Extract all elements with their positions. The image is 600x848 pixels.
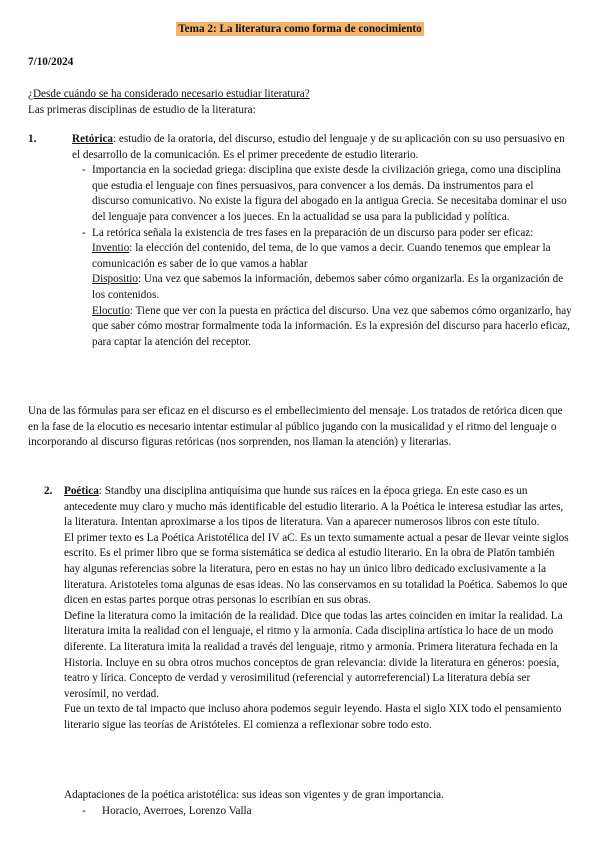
phase-term: Elocutio — [92, 304, 130, 317]
phase-text: : Una vez que sabemos la información, debemos saber cómo organizarla. Es la organización de los contenidos. — [92, 273, 564, 301]
bullet-item — [72, 226, 573, 351]
phase-term: Inventio — [92, 242, 130, 255]
guiding-question: ¿Desde cuándo se ha considerado necesario estudiar literatura? — [28, 88, 310, 100]
bullet-item — [64, 804, 573, 820]
phase-item — [92, 241, 573, 272]
adaptations-authors: Horacio, Averroes, Lorenzo Valla — [102, 804, 252, 817]
phase-term: Dispositio — [92, 273, 139, 286]
poetica-text: : Standby una disciplina antiquísima que hunde sus raíces en la época griega. En este caso es un antecedente muy claro y mucho más identificable del estudio literario. A la Poética le interesa estudiar las artes, la literatura. Intentan aproximarse a los tipos de literatura. Van a aparecer numerosos libros con este título. — [64, 485, 564, 529]
dash-bullet: - — [82, 164, 86, 177]
phase-text: : la elección del contenido, del tema, de lo que vamos a decir. Cuando tenemos que emplear la comunicación es saber de lo que vamos a hablar — [92, 242, 551, 270]
retorica-definition — [72, 132, 573, 163]
phase-item — [92, 272, 573, 303]
bullet-text: La retórica señala la existencia de tres fases en la preparación de un discurso para poder ser eficaz: — [92, 226, 534, 239]
section-retorica — [28, 132, 573, 350]
poetica-definition — [64, 484, 573, 531]
section-poetica — [44, 484, 573, 734]
date-heading: 7/10/2024 — [28, 56, 74, 68]
intro-line: Las primeras disciplinas de estudio de la literatura: — [28, 103, 256, 116]
phase-text: : Tiene que ver con la puesta en práctica del discurso. Una vez que sabemos cómo organizarlo, hay que saber cómo mostrar formalmente toda la información. Es la expresión del discurso para hacerlo eficaz, para captar la atención del receptor. — [92, 304, 572, 348]
section-number: 2. — [44, 485, 53, 497]
poetica-paragraph: Define la literatura como la imitación de la realidad. Dice que todas las artes coinciden en imitar la realidad. La literatura imita la realidad con el lenguaje, el ritmo y la armonía. Cada disciplina artística lo hace de un modo diferente. La literatura imita la realidad a través del lenguaje, ritmo y armonía. Primera literatura fechada en la Historia. Incluye en su obra otros muchos conceptos de gran relevancia: divide la literatura en géneros: poesía, teatro y lírica. Concepto de verdad y verosimilitud (referencial y autorreferencial) La literatura debía ser verosímil, no verdad. — [64, 609, 563, 700]
adaptations-block — [64, 788, 573, 819]
dash-bullet: - — [82, 804, 86, 817]
poetica-paragraph: Fue un texto de tal impacto que incluso ahora podemos seguir leyendo. Hasta el siglo XIX todo el pensamiento literario sigue las teorías de Aristóteles. El comienza a reflexionar sobre todo esto. — [64, 703, 562, 731]
question-block — [28, 87, 310, 118]
section-number: 1. — [28, 133, 37, 145]
retorica-text: : estudio de la oratoria, del discurso, estudio del lenguaje y de su aplicación con su uso persuasivo en el desarrollo de la comunicación. Es el primer precedente de estudio literario. — [72, 133, 565, 161]
poetica-paragraph: El primer texto es La Poética Aristotélica del IV aC. Es un texto sumamente actual a pesar de llevar veinte siglos escrito. Es el primer libro que se forma sistemática se dedica al estudio literario. En la obra de Platón también hay algunas referencias sobre la literatura, pero en estas no hay un único libro dedicado exclusivamente a la literatura. Aristoteles toma algunas de esas ideas. No las conservamos en su totalidad la Poética. Sabemos lo que dicen en estas partes porque otras personas lo escribían en sus obras. — [64, 531, 569, 607]
term-poetica: Poética — [64, 485, 99, 497]
bullet-text: Importancia en la sociedad griega: disciplina que existe desde la civilización griega, como una disciplina que estudia el lenguaje con fines persuasivos, para convencer a los demás. Da instrumentos para el discurso comunicativo. No existe la figura del abogado en la antigua Grecia. Se necesitaba dominar el uso del lenguaje para convencer a los jueces. En la actualidad se usa para la publicidad y política. — [92, 164, 567, 223]
term-retorica: Retórica — [72, 133, 113, 145]
adaptations-intro: Adaptaciones de la poética aristotélica: sus ideas son vigentes y de gran importancia. — [64, 789, 444, 801]
dash-bullet: - — [82, 226, 86, 239]
phase-item — [92, 304, 573, 351]
document-title: Tema 2: La literatura como forma de conocimiento — [178, 23, 422, 35]
bullet-item — [72, 163, 573, 225]
embellishment-paragraph: Una de las fórmulas para ser eficaz en el discurso es el embellecimiento del mensaje. Los tratados de retórica dicen que en la fase de la elocutio es necesario intentar estimular al público jugando con la musicalidad y el ritmo del lenguaje o incorporando al discurso figuras retóricas (nos sorprenden, nos llaman la atención) y literarias. — [28, 405, 563, 449]
